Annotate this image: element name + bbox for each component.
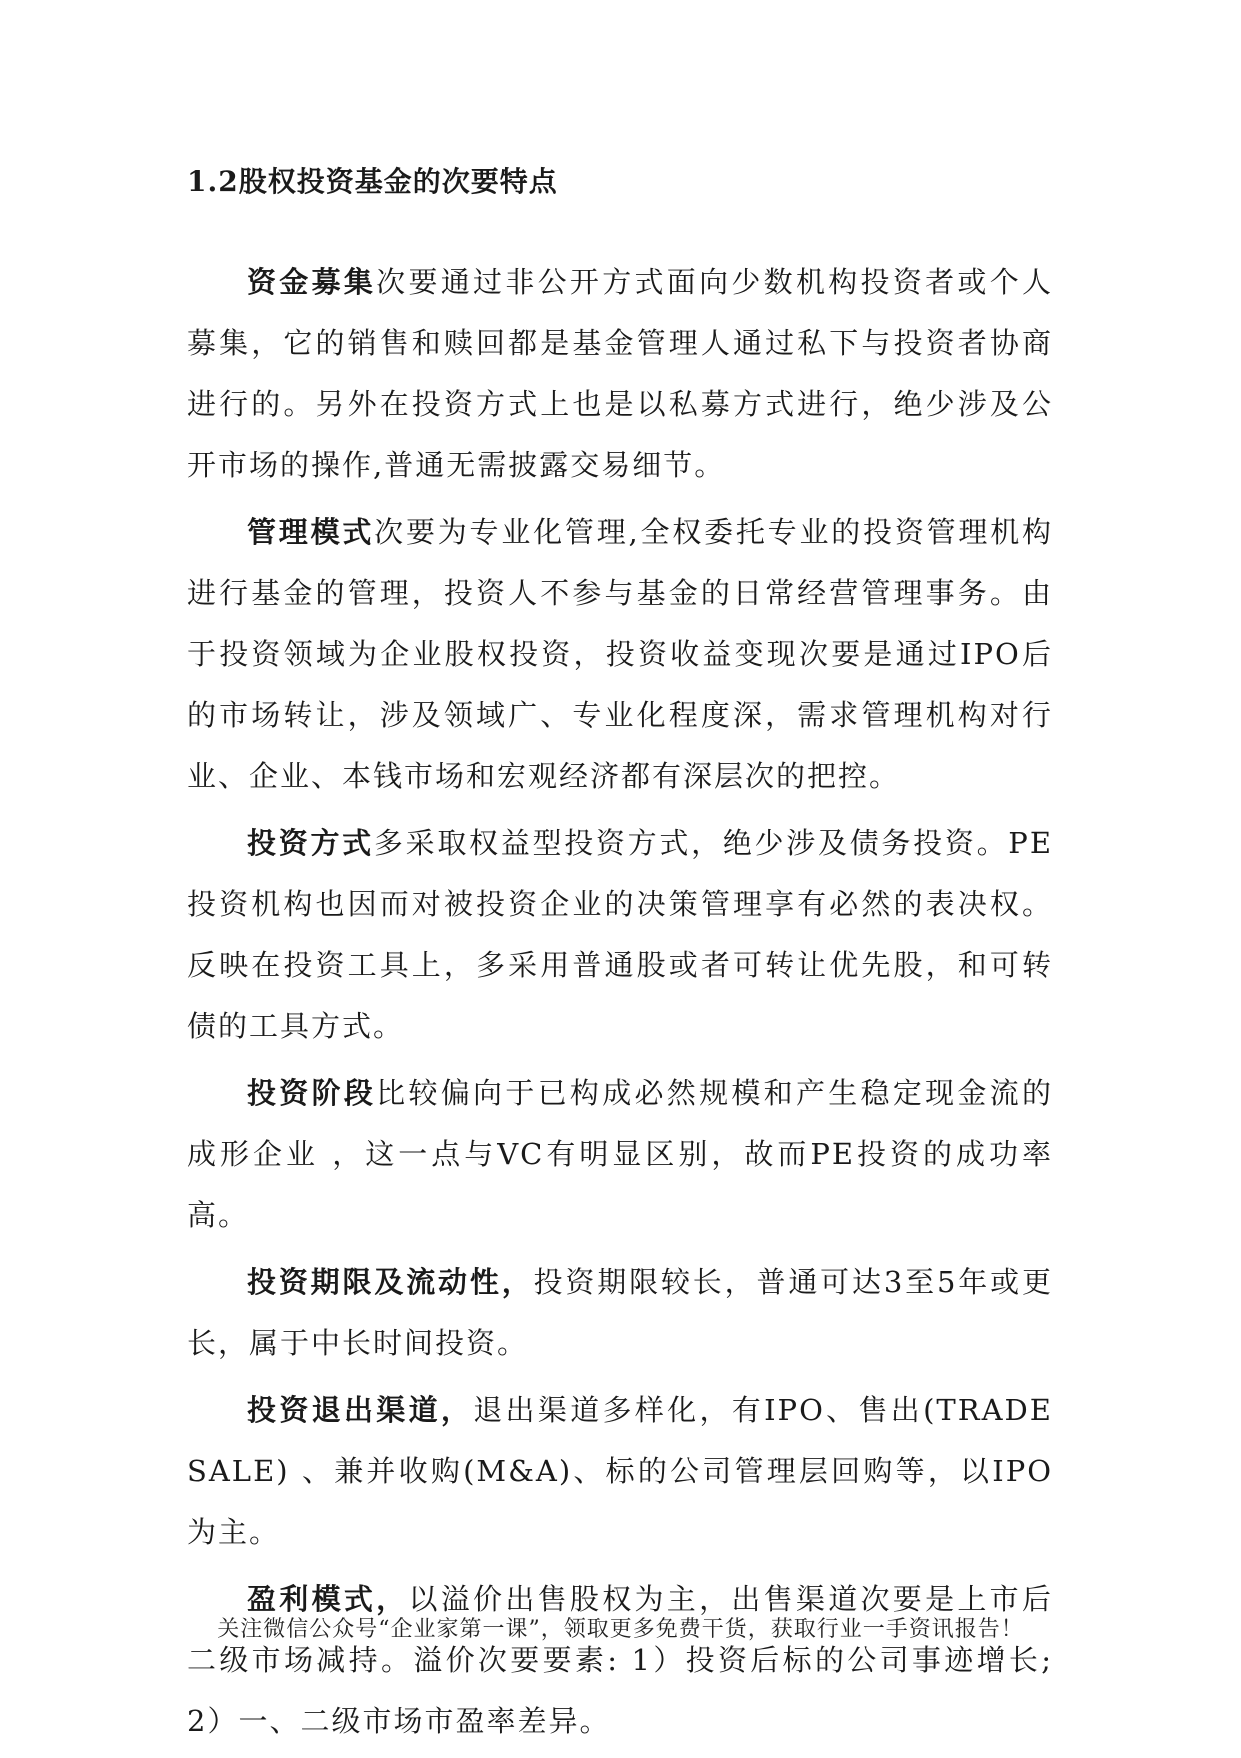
paragraph-fund-raising: [187, 252, 1053, 496]
paragraph-text: 多采取权益型投资方式，绝少涉及债务投资。PE投资机构也因而对被投资企业的决策管理享有必然的表决权。反映在投资工具上，多采用普通股或者可转让优先股，和可转债的工具方式。: [187, 826, 1053, 1043]
paragraph-text: 次要为专业化管理,全权委托专业的投资管理机构进行基金的管理，投资人不参与基金的日常经营管理事务。由于投资领域为企业股权投资，投资收益变现次要是通过IPO后的市场转让，涉及领域广、专业化程度深，需求管理机构对行业、企业、本钱市场和宏观经济都有深层次的把控。: [187, 515, 1053, 793]
paragraph-lead: 管理模式: [247, 515, 375, 549]
section-heading: 1.2股权投资基金的次要特点: [187, 165, 558, 198]
paragraph-text: 退出渠道多样化，有IPO、售出(TRADE SALE) 、兼并收购(M&A)、标的公司管理层回购等，以IPO为主。: [187, 1393, 1053, 1549]
paragraph-investment-stage: [187, 1063, 1053, 1246]
document-body: [187, 252, 1053, 1758]
paragraph-text: 次要通过非公开方式面向少数机构投资者或个人募集，它的销售和赎回都是基金管理人通过私下与投资者协商进行的。另外在投资方式上也是以私募方式进行，绝少涉及公开市场的操作,普通无需披露交易细节。: [187, 265, 1053, 482]
paragraph-lead: 投资方式: [247, 826, 374, 860]
paragraph-text: 以溢价出售股权为主，出售渠道次要是上市后二级市场减持。溢价次要要素: 1）投资后标的公司事迹增长; 2）一、二级市场市盈率差异。: [187, 1582, 1053, 1738]
paragraph-lead: 投资退出渠道，: [247, 1393, 474, 1427]
paragraph-lead: 盈利模式，: [247, 1582, 409, 1616]
paragraph-profit-model: [187, 1569, 1053, 1752]
paragraph-lead: 投资期限及流动性，: [247, 1265, 534, 1299]
paragraph-text: 投资期限较长，普通可达3至5年或更长，属于中长时间投资。: [187, 1265, 1053, 1360]
paragraph-investment-method: [187, 813, 1053, 1057]
paragraph-investment-term: [187, 1252, 1053, 1374]
paragraph-lead: 资金募集: [247, 265, 377, 299]
footer-promo-text: 关注微信公众号“企业家第一课”，领取更多免费干货，获取行业一手资讯报告！: [217, 1617, 1024, 1642]
paragraph-text: 比较偏向于已构成必然规模和产生稳定现金流的成形企业 ，这一点与VC有明显区别，故而PE投资的成功率高。: [187, 1076, 1053, 1232]
paragraph-exit-channels: [187, 1380, 1053, 1563]
paragraph-lead: 投资阶段: [247, 1076, 377, 1110]
paragraph-management-model: [187, 502, 1053, 807]
